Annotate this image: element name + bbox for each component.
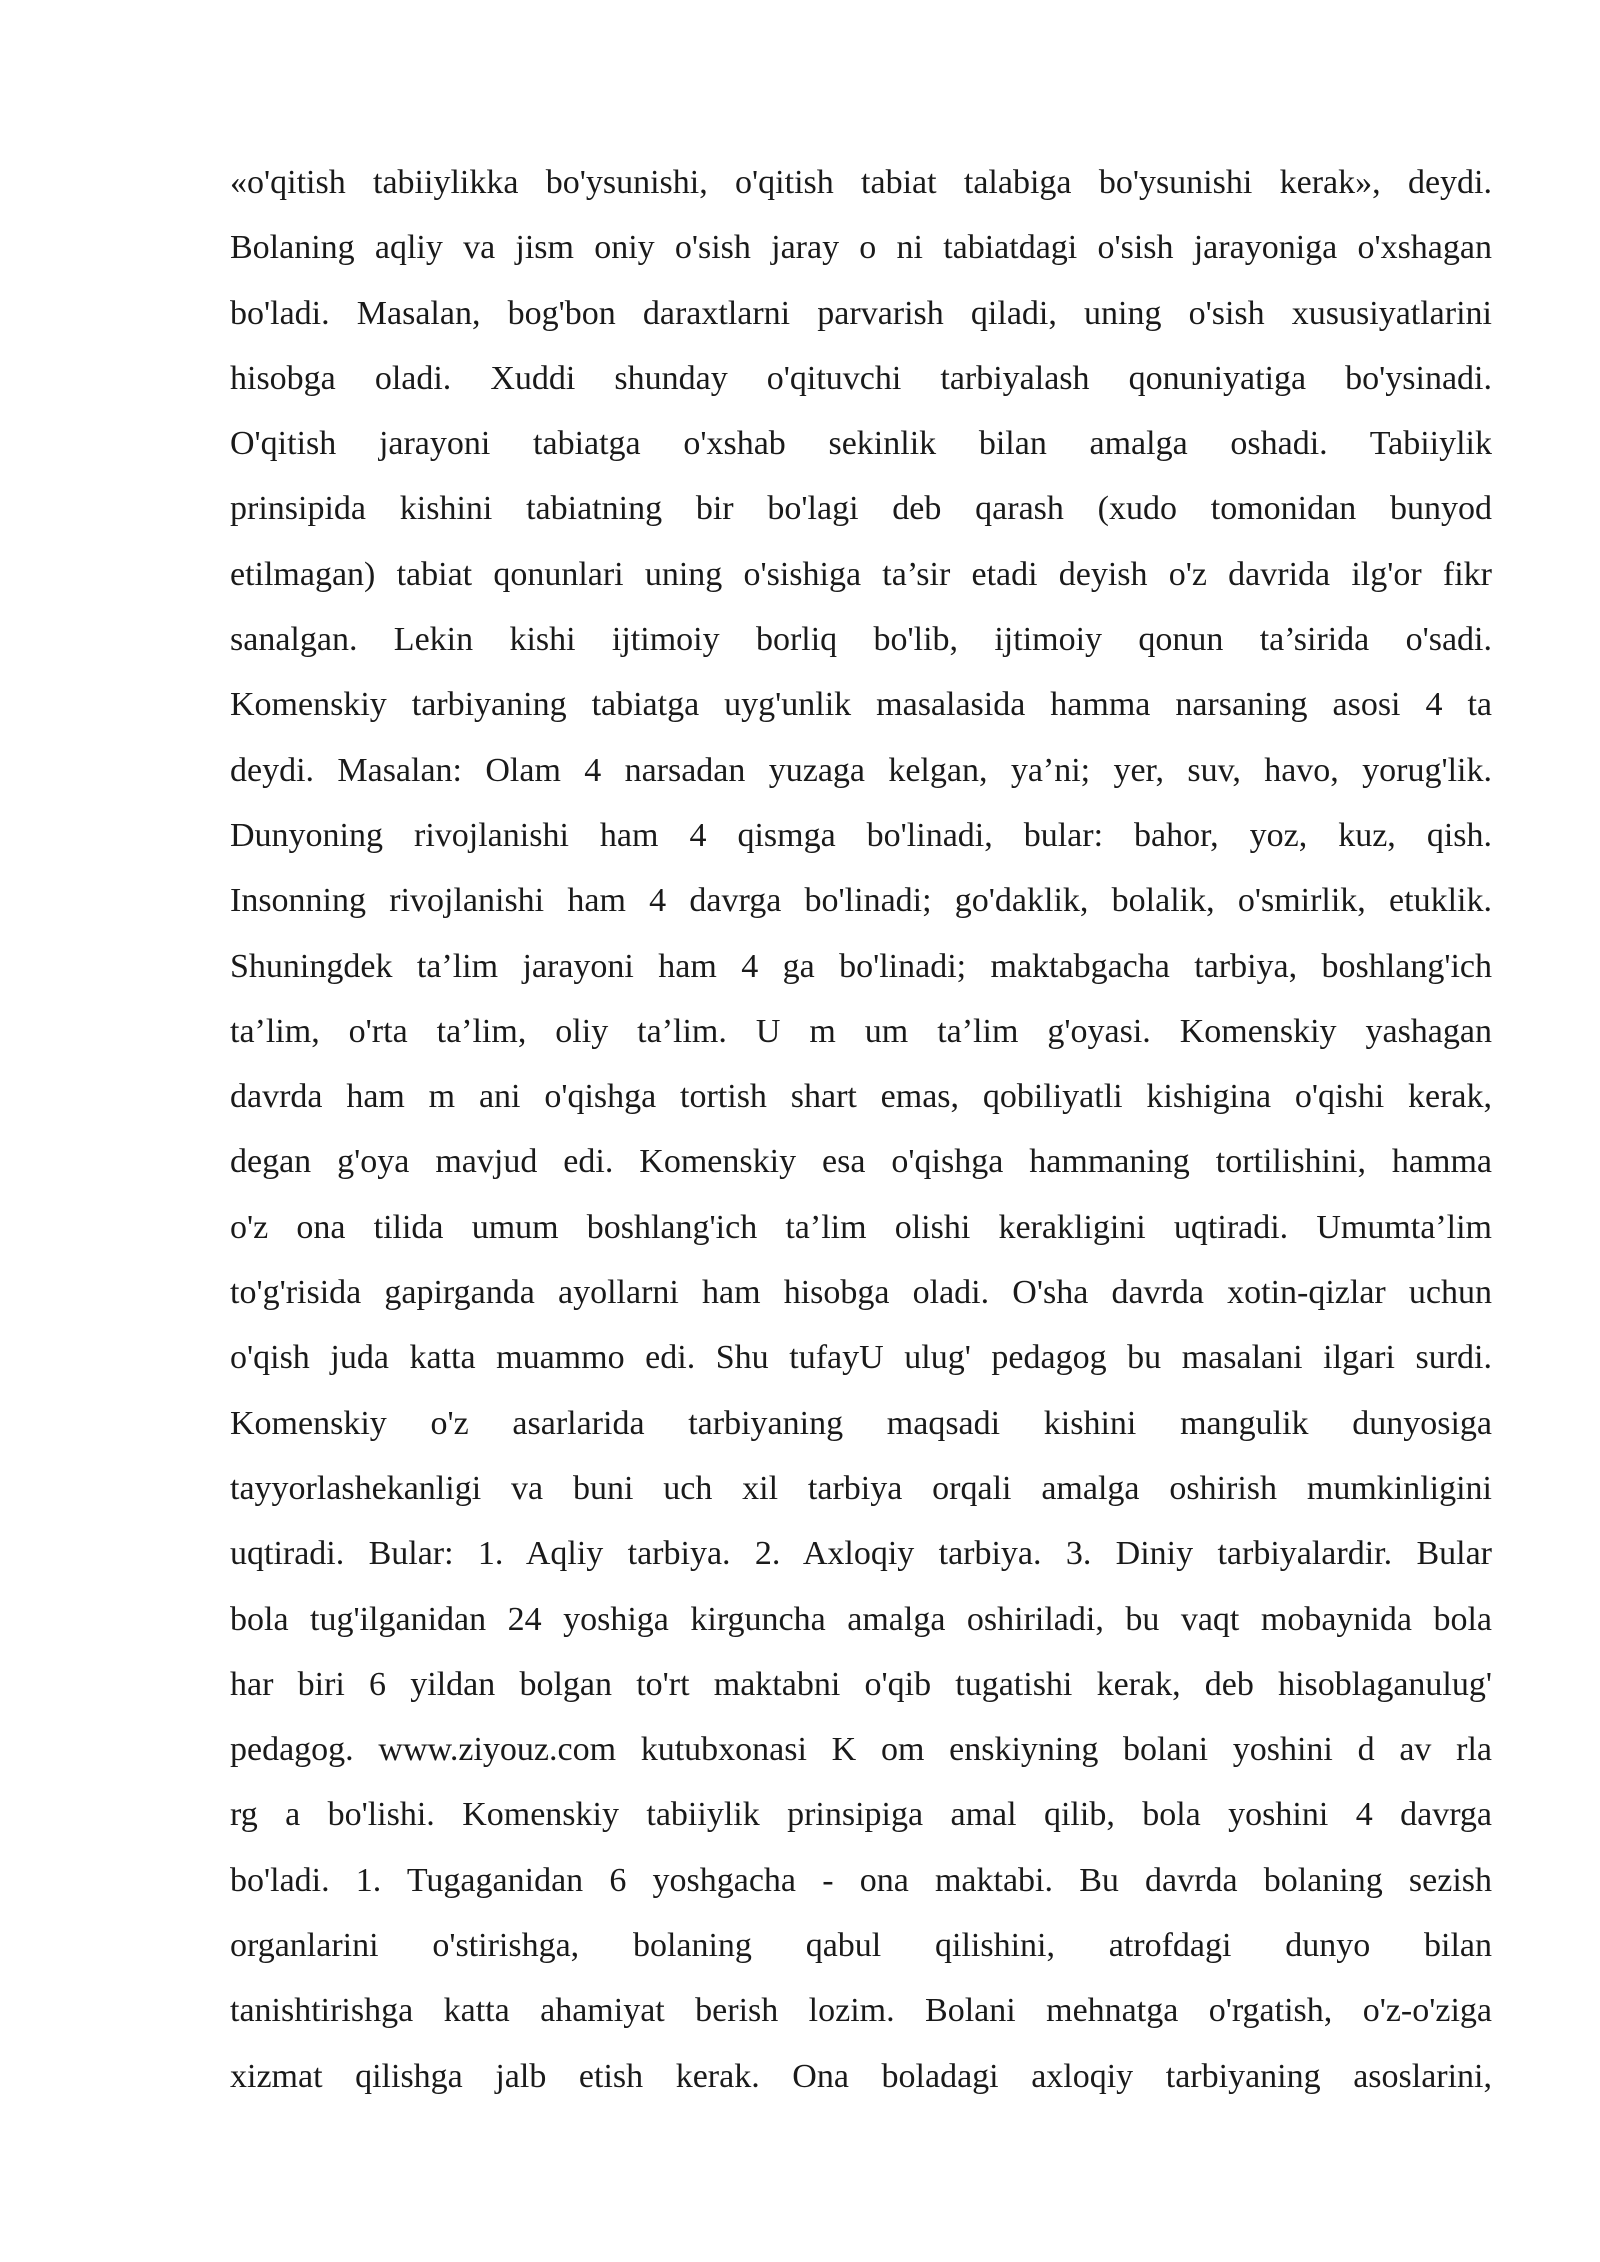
- text-line-4: hisobga oladi. Xuddi shunday o'qituvchi tarbiyalash qonuniyatiga bo'ysinadi.: [230, 359, 1492, 397]
- text-line-16: degan g'oya mavjud edi. Komenskiy esa o'qishga hammaning tortilishini, hamma: [230, 1143, 1492, 1181]
- text-line-2: Bolaning aqliy va jism oniy o'sish jaray o ni tabiatdagi o'sish jarayoniga o'xshagan: [230, 229, 1492, 267]
- text-line-18: to'g'risida gapirganda ayollarni ham hisobga oladi. O'sha davrda xotin-qizlar uchun: [230, 1274, 1492, 1312]
- text-line-22: uqtiradi. Bular: 1. Aqliy tarbiya. 2. Axloqiy tarbiya. 3. Diniy tarbiyalardir. Bular: [230, 1535, 1492, 1573]
- text-line-29: tanishtirishga katta ahamiyat berish lozim. Bolani mehnatga o'rgatish, o'z-o'ziga: [230, 1992, 1492, 2030]
- text-line-14: ta’lim, o'rta ta’lim, oliy ta’lim. U m um ta’lim g'oyasi. Komenskiy yashagan: [230, 1012, 1492, 1050]
- text-line-7: etilmagan) tabiat qonunlari uning o'sishiga ta’sir etadi deyish o'z davrida ilg'or fikr: [230, 555, 1492, 593]
- text-line-6: prinsipida kishini tabiatning bir bo'lagi deb qarash (xudo tomonidan bunyod: [230, 490, 1492, 528]
- text-line-9: Komenskiy tarbiyaning tabiatga uyg'unlik masalasida hamma narsaning asosi 4 ta: [230, 686, 1492, 724]
- text-line-27: bo'ladi. 1. Tugaganidan 6 yoshgacha - ona maktabi. Bu davrda bolaning sezish: [230, 1861, 1492, 1899]
- text-line-25: pedagog. www.ziyouz.com kutubxonasi K om enskiyning bolani yoshini d av rla: [230, 1731, 1492, 1769]
- text-line-28: organlarini o'stirishga, bolaning qabul qilishini, atrofdagi dunyo bilan: [230, 1927, 1492, 1965]
- text-line-11: Dunyoning rivojlanishi ham 4 qismga bo'linadi, bular: bahor, yoz, kuz, qish.: [230, 816, 1492, 854]
- text-line-17: o'z ona tilida umum boshlang'ich ta’lim olishi kerakligini uqtiradi. Umumta’lim: [230, 1208, 1492, 1246]
- text-line-30: xizmat qilishga jalb etish kerak. Ona boladagi axloqiy tarbiyaning asoslarini,: [230, 2057, 1492, 2095]
- text-line-19: o'qish juda katta muammo edi. Shu tufayU ulug' pedagog bu masalani ilgari surdi.: [230, 1339, 1492, 1377]
- text-line-8: sanalgan. Lekin kishi ijtimoiy borliq bo'lib, ijtimoiy qonun ta’sirida o'sadi.: [230, 621, 1492, 659]
- text-line-15: davrda ham m ani o'qishga tortish shart emas, qobiliyatli kishigina o'qishi kerak,: [230, 1078, 1492, 1116]
- body-text: [230, 150, 1492, 2109]
- text-line-24: har biri 6 yildan bolgan to'rt maktabni o'qib tugatishi kerak, deb hisoblaganulug': [230, 1665, 1492, 1703]
- text-line-26: rg a bo'lishi. Komenskiy tabiiylik prinsipiga amal qilib, bola yoshini 4 davrga: [230, 1796, 1492, 1834]
- text-line-3: bo'ladi. Masalan, bog'bon daraxtlarni parvarish qiladi, uning o'sish xususiyatlarini: [230, 294, 1492, 332]
- text-line-13: Shuningdek ta’lim jarayoni ham 4 ga bo'linadi; maktabgacha tarbiya, boshlang'ich: [230, 947, 1492, 985]
- text-line-1: «o'qitish tabiiylikka bo'ysunishi, o'qitish tabiat talabiga bo'ysunishi kerak», deydi.: [230, 164, 1492, 201]
- text-line-20: Komenskiy o'z asarlarida tarbiyaning maqsadi kishini mangulik dunyosiga: [230, 1404, 1492, 1442]
- text-line-21: tayyorlashekanligi va buni uch xil tarbiya orqali amalga oshirish mumkinligini: [230, 1469, 1492, 1507]
- text-line-10: deydi. Masalan: Olam 4 narsadan yuzaga kelgan, ya’ni; yer, suv, havo, yorug'lik.: [230, 751, 1492, 789]
- text-line-23: bola tug'ilganidan 24 yoshiga kirguncha amalga oshiriladi, bu vaqt mobaynida bola: [230, 1600, 1492, 1638]
- text-line-12: Insonning rivojlanishi ham 4 davrga bo'linadi; go'daklik, bolalik, o'smirlik, etuklik.: [230, 882, 1492, 920]
- text-line-5: O'qitish jarayoni tabiatga o'xshab sekinlik bilan amalga oshadi. Tabiiylik: [230, 425, 1492, 463]
